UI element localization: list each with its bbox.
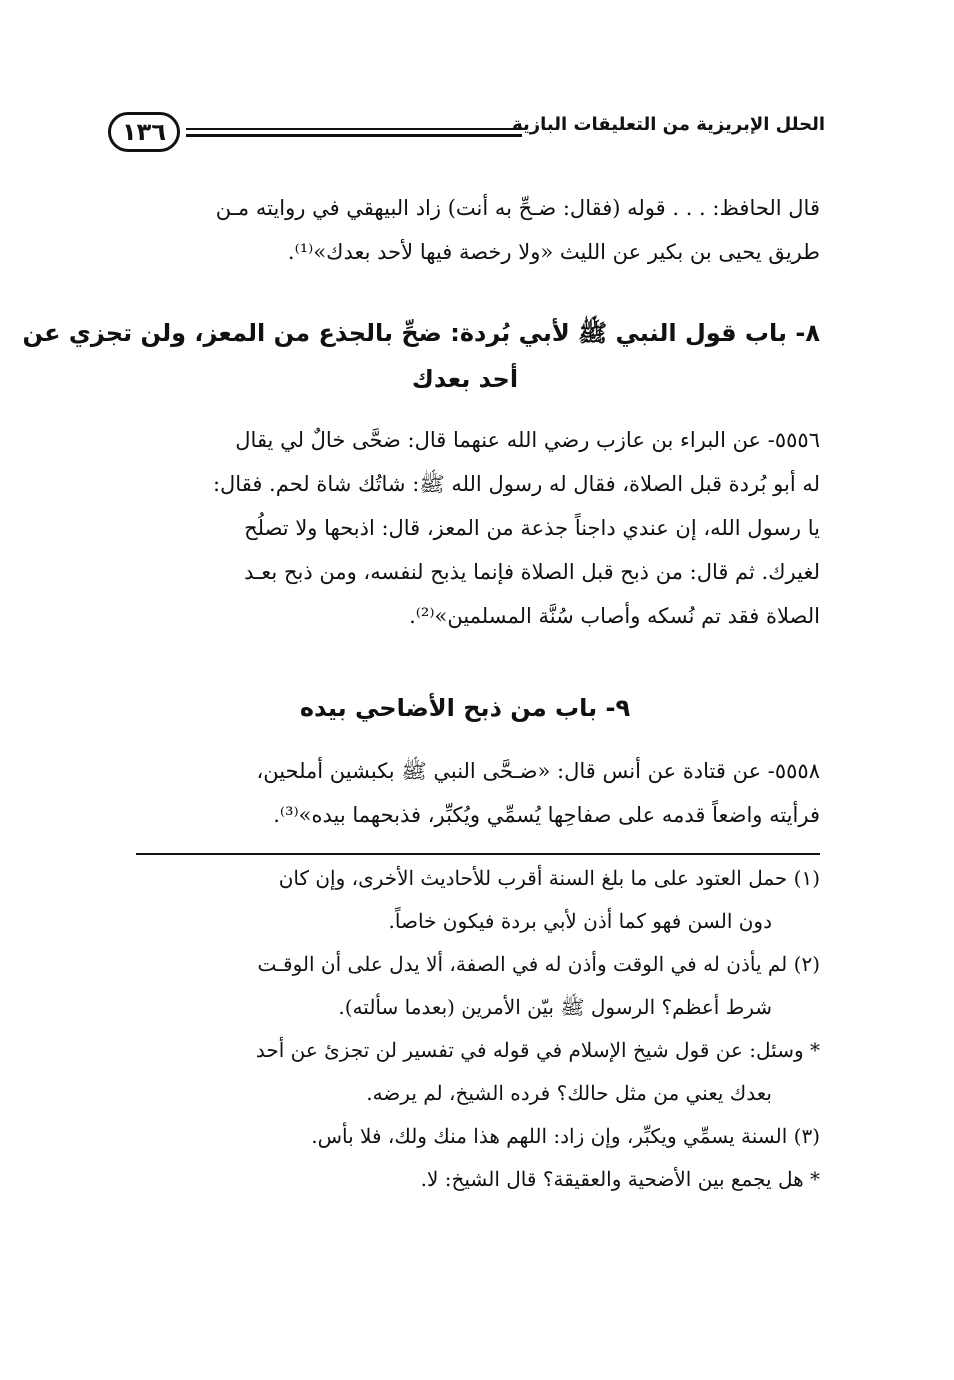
footnotes <box>108 857 820 1201</box>
page-header <box>108 112 825 156</box>
footnote-line: (٢) لم يأذن له في الوقت وأذن له في الصفة، ألا يدل على أن الوقـت <box>257 952 820 976</box>
text-line: ٥٥٥٨- عن قتادة عن أنس قال: «ضـحَّى النبي ﷺ بكبشين أملحين، <box>256 759 820 783</box>
text-line: لغيرك. ثم قال: من ذبح قبل الصلاة فإنما يذبح لنفسه، ومن ذبح بعـد <box>244 560 820 584</box>
paragraph-hafiz-quote <box>110 186 820 274</box>
text-line: فرأيته واضعاً قدمه على صفاحِها يُسمِّي ويُكبِّر، فذبحهما بيده»⁽³⁾. <box>273 803 820 827</box>
running-title: الحلل الإبريزية من التعليقات البازية <box>512 114 825 135</box>
footnote-line: * هل يجمع بين الأضحية والعقيقة؟ قال الشيخ: لا. <box>420 1167 820 1191</box>
page-number: ١٣٦ <box>108 112 180 152</box>
chapter-heading-9 <box>110 685 820 731</box>
hadith-5556 <box>110 418 820 638</box>
heading-line: ٩- باب من ذبح الأضاحي بيده <box>299 694 631 722</box>
text-line: ٥٥٥٦- عن البراء بن عازب رضي الله عنهما قال: ضحَّى خالٌ لي يقال <box>235 428 820 452</box>
text-line: قال الحافظ: . . . قوله (فقال: ضـحِّ به أنت) زاد البيهقي في روايته مـن <box>215 196 820 220</box>
heading-line: ٨- باب قول النبي ﷺ لأبي بُردة: ضحِّ بالجذع من المعز، ولن تجزي عن <box>22 319 820 347</box>
text-line: طريق يحيى بن بكير عن الليث «ولا رخصة فيها لأحد بعدك»⁽¹⁾. <box>287 240 820 264</box>
header-rule <box>186 128 522 137</box>
footnote-line: شرط أعظم؟ الرسول ﷺ بيّن الأمرين (بعدما سألته). <box>338 995 772 1019</box>
footnote-line: (٣) السنة يسمِّي ويكبِّر، وإن زاد: اللهم هذا منك ولك، فلا بأس. <box>311 1124 820 1148</box>
heading-line: أحد بعدك <box>411 365 519 393</box>
text-line: يا رسول الله، إن عندي داجناً جذعة من المعز، قال: اذبحها ولا تصلُح <box>244 516 820 540</box>
footnote-line: * وسئل: عن قول شيخ الإسلام في قوله في تفسير لن تجزئ عن أحد <box>255 1038 820 1062</box>
footnote-line: دون السن فهو كما أذن لأبي بردة فيكون خاصاً. <box>388 909 772 933</box>
text-line: الصلاة فقد تم نُسكه وأصاب سُنَّة المسلمين»⁽²⁾. <box>409 604 820 628</box>
footnote-line: (١) حمل العتود على ما بلغ السنة أقرب للأحاديث الأخرى، وإن كان <box>278 866 820 890</box>
hadith-5558 <box>110 749 820 837</box>
chapter-heading-8 <box>22 310 820 402</box>
footnote-line: بعدك يعني من مثل حالك؟ فرده الشيخ، لم يرضه. <box>366 1081 772 1105</box>
footnote-divider <box>136 853 820 855</box>
text-line: له أبو بُردة قبل الصلاة، فقال له رسول الله ﷺ: شاتُك شاة لحم. فقال: <box>212 472 820 496</box>
